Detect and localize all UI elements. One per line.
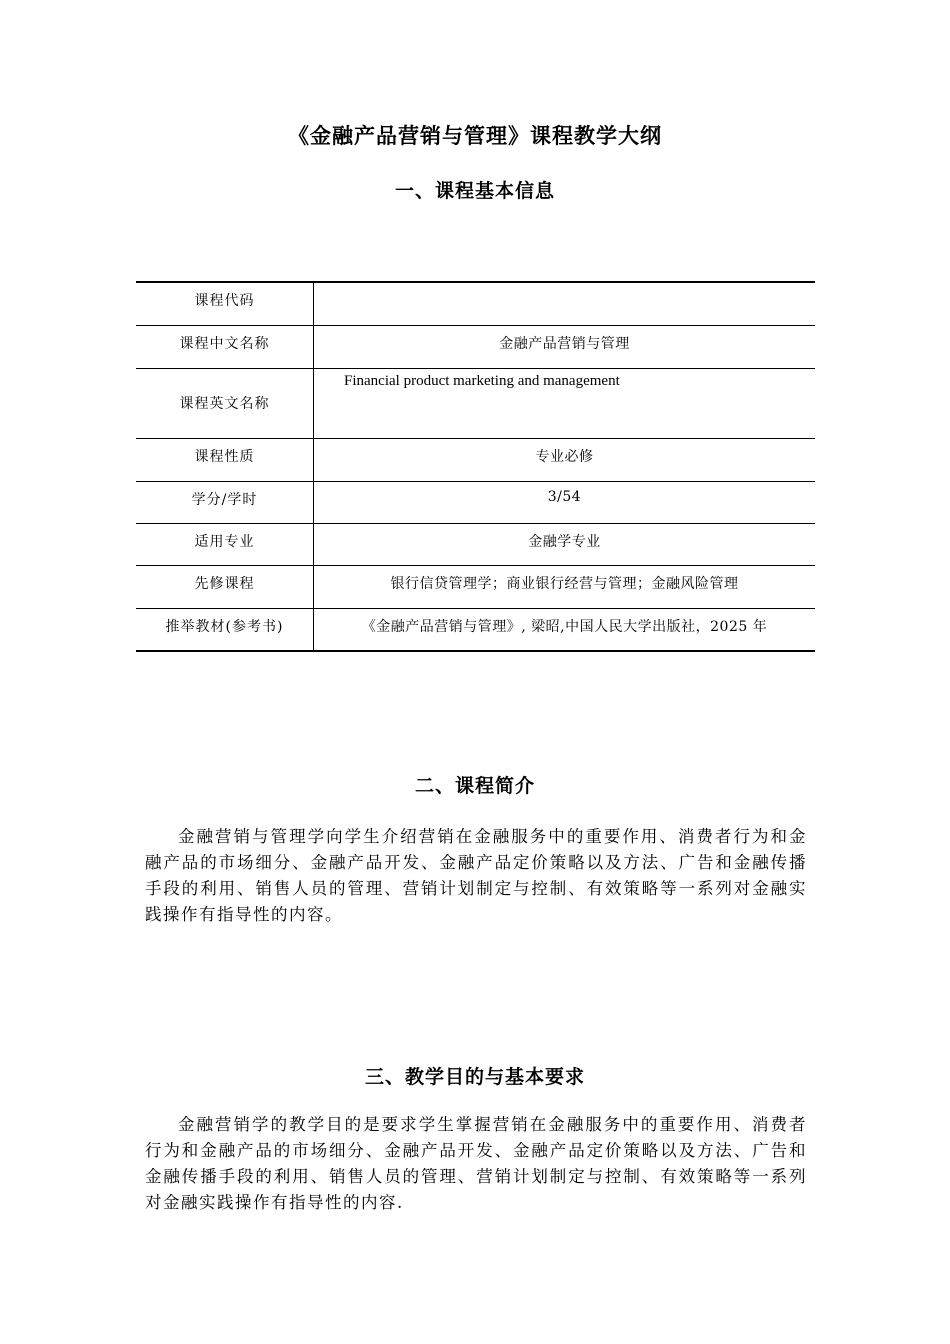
table-row-textbook: [136, 608, 815, 651]
section-heading-intro: 二、课程简介: [414, 775, 535, 797]
row-label: 课程中文名称: [136, 325, 314, 368]
document-title: 《金融产品营销与管理》课程教学大纲: [288, 123, 662, 148]
row-label: 课程性质: [136, 438, 314, 481]
row-value: 银行信贷管理学；商业银行经营与管理；金融风险管理: [390, 575, 739, 592]
table-row-major: [136, 523, 815, 565]
table-row-english-name: [136, 368, 815, 438]
row-value: 金融学专业: [528, 533, 601, 550]
intro-paragraph: 金融营销与管理学向学生介绍营销在金融服务中的重要作用、消费者行为和金融产品的市场细分、金融产品开发、金融产品定价策略以及方法、广告和金融传播手段的利用、销售人员的管理、营销计划制定与控制、有效策略等一系列对金融实践操作有指导性的内容。: [145, 827, 807, 924]
objectives-paragraph: 金融营销学的教学目的是要求学生掌握营销在金融服务中的重要作用、消费者行为和金融产品的市场细分、金融产品开发、金融产品定价策略以及方法、广告和金融传播手段的利用、销售人员的管理、营销计划制定与控制、有效策略等一系列对金融实践操作有指导性的内容.: [145, 1115, 807, 1212]
table-row-course-nature: [136, 438, 815, 481]
row-value: 专业必修: [535, 448, 594, 465]
row-label: 先修课程: [136, 565, 314, 608]
section-heading-basic-info: 一、课程基本信息: [394, 180, 555, 202]
row-label: 学分/学时: [136, 481, 314, 523]
table-row-chinese-name: [136, 325, 815, 368]
row-value: 金融产品营销与管理: [499, 335, 630, 352]
row-value: Financial product marketing and management: [344, 372, 620, 389]
row-label: 适用专业: [136, 523, 314, 565]
table-row-course-code: [136, 282, 815, 325]
table-row-prerequisites: [136, 565, 815, 608]
row-value: [314, 282, 816, 325]
section-heading-objectives: 三、教学目的与基本要求: [364, 1066, 585, 1088]
course-info-table: [136, 281, 815, 652]
row-value: 《金融产品营销与管理》, 梁昭,中国人民大学出版社，2025 年: [361, 618, 768, 635]
row-label: 课程代码: [136, 282, 314, 325]
row-label: 课程英文名称: [136, 368, 314, 438]
row-value: 3/54: [547, 488, 582, 505]
table-row-credits-hours: [136, 481, 815, 523]
row-label: 推举教材(参考书): [136, 608, 314, 651]
